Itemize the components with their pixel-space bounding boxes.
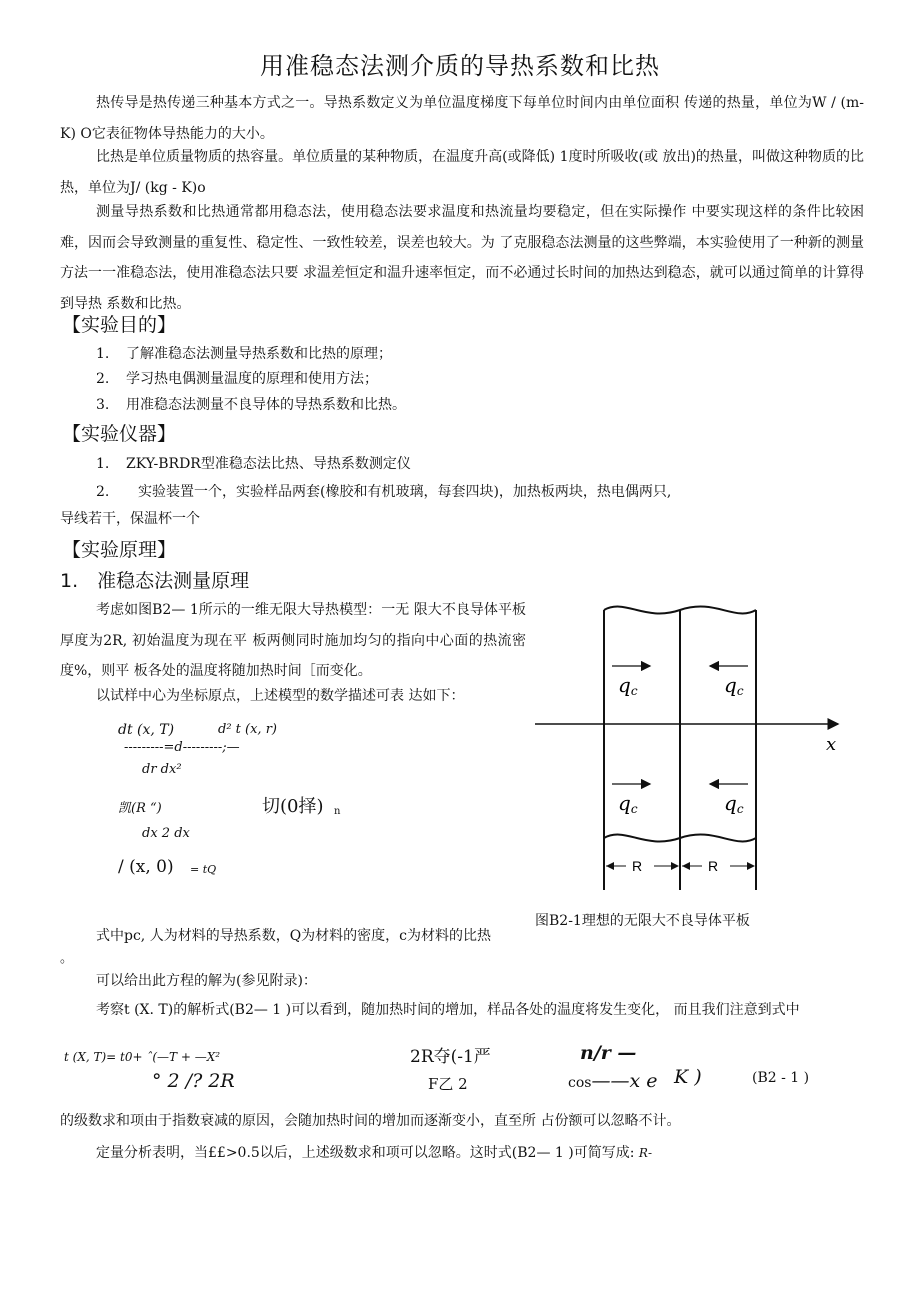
- principle-paragraph-4: 可以给出此方程的解为(参见附录)：: [96, 973, 317, 989]
- eq-line-3: dr dx²: [142, 762, 182, 777]
- heat-flux-label-3: qc: [618, 791, 638, 816]
- instrument-item-2-continued: 导线若干，保温杯一个: [60, 511, 200, 527]
- intro-paragraph-2: 比热是单位质量物质的热容量。单位质量的某种物质，在温度升高(或降低) 1度时所吸收(或 放出)的热量，叫做这种物质的比热，单位为J/ (kg - K)o: [60, 149, 864, 196]
- heat-flux-label-1: qc: [618, 673, 638, 698]
- principle-subheading: 1. 准稳态法测量原理: [60, 570, 250, 592]
- heat-flux-label-2: qc: [724, 673, 744, 698]
- principle-paragraph-6: 的级数求和项由于指数衰减的原因，会随加热时间的增加而逐渐变小，直至所 占份额可以忽略不计。: [60, 1113, 681, 1129]
- principle-paragraph-2: 以试样中心为坐标原点，上述模型的数学描述可表 达如下：: [96, 688, 465, 704]
- intro-paragraph-1: 热传导是热传递三种基本方式之一。导热系数定义为单位温度梯度下每单位时间内由单位面积 传递的热量，单位为W / (m- K) O它表征物体导热能力的大小。: [60, 95, 864, 142]
- eq-line-2: ---------=d---------;—: [124, 740, 240, 755]
- eq-line-6a: / (x, 0): [118, 857, 174, 877]
- eq2-part-a: t (X, T)= t0+ ˆ(—T + —X²: [64, 1050, 221, 1064]
- eq2-part-f: cos——x e: [568, 1070, 658, 1092]
- purpose-item-1: 1. 了解准稳态法测量导热系数和比热的原理；: [96, 346, 392, 362]
- eq-line-1b: d² t (x, r): [218, 722, 277, 737]
- x-axis-label: x: [826, 734, 837, 755]
- eq2-part-e: n/r —: [580, 1042, 637, 1064]
- eq-line-4c: n: [334, 806, 341, 817]
- eq-line-4a: 凯(R “): [118, 801, 162, 816]
- eq2-part-d: F乙 2: [428, 1075, 468, 1093]
- dim-label-R-left: R: [632, 858, 643, 874]
- principle-paragraph-3-end: 。: [60, 951, 74, 966]
- purpose-item-2: 2. 学习热电偶测量温度的原理和使用方法；: [96, 371, 378, 387]
- eq2-part-c: 2R夺(-1严: [410, 1047, 491, 1067]
- eq2-part-b: ° 2 /? 2R: [152, 1070, 235, 1092]
- eq-line-4b: 切(0择): [262, 796, 324, 817]
- eq-line-6b: = tQ: [190, 863, 217, 876]
- principle-paragraph-3: 式中pc, 人为材料的导热系数，Q为材料的密度，c为材料的比热: [96, 928, 492, 944]
- principle-paragraph-5: 考察t (X. T)的解析式(B2— 1 )可以看到，随加热时间的增加，样品各处的温度将发生变化， 而且我们注意到式中: [96, 1002, 800, 1018]
- equation-number: (B2 - 1 ): [752, 1070, 810, 1086]
- purpose-item-3: 3. 用准稳态法测量不良导体的导热系数和比热。: [96, 397, 406, 413]
- eq-line-5: dx 2 dx: [142, 826, 190, 841]
- eq2-part-g: K ): [674, 1066, 702, 1088]
- instruments-heading: 【实验仪器】: [62, 423, 177, 445]
- eq-line-1a: dt (x, T): [118, 722, 175, 738]
- principle-heading: 【实验原理】: [62, 539, 177, 561]
- instrument-item-2: 2. 实验装置一个，实验样品两套(橡胶和有机玻璃，每套四块)，加热板两块，热电偶两只,: [96, 484, 672, 500]
- intro-paragraph-3: 测量导热系数和比热通常都用稳态法，使用稳态法要求温度和热流量均要稳定，但在实际操作 中要实现这样的条件比较困难，因而会导致测量的重复性、稳定性、一致性较差，误差也较大。为 了克服稳态法测量的这些弊端，本实验使用了一种新的测量方法一一准稳态法，使用准稳态法只要 求温差恒定和温升速率恒定，而不必通过长时间的加热达到稳态，就可以通过简单的计算得到导热 系数和比热。: [60, 204, 864, 312]
- principle-paragraph-7: 定量分析表明，当££>0.5以后，上述级数求和项可以忽略。这时式(B2— 1 )可简写成: R-: [96, 1145, 652, 1161]
- heat-flux-label-4: qc: [724, 791, 744, 816]
- page-title: 用准稳态法测介质的导热系数和比热: [260, 52, 660, 80]
- instrument-item-1: 1. ZKY-BRDR型准稳态法比热、导热系数测定仪: [96, 456, 411, 472]
- purpose-heading: 【实验目的】: [62, 314, 177, 336]
- dim-label-R-right: R: [708, 858, 719, 874]
- figure-caption: 图B2-1理想的无限大不良导体平板: [535, 913, 750, 929]
- infinite-plate-figure: [530, 600, 850, 890]
- principle-paragraph-1: 考虑如图B2— 1所示的一维无限大导热模型：一无 限大不良导体平板厚度为2R, 初始温度为现在平 板两侧同时施加均匀的指向中心面的热流密度%，则平 板各处的温度将随加热时间［而变化。: [60, 602, 526, 679]
